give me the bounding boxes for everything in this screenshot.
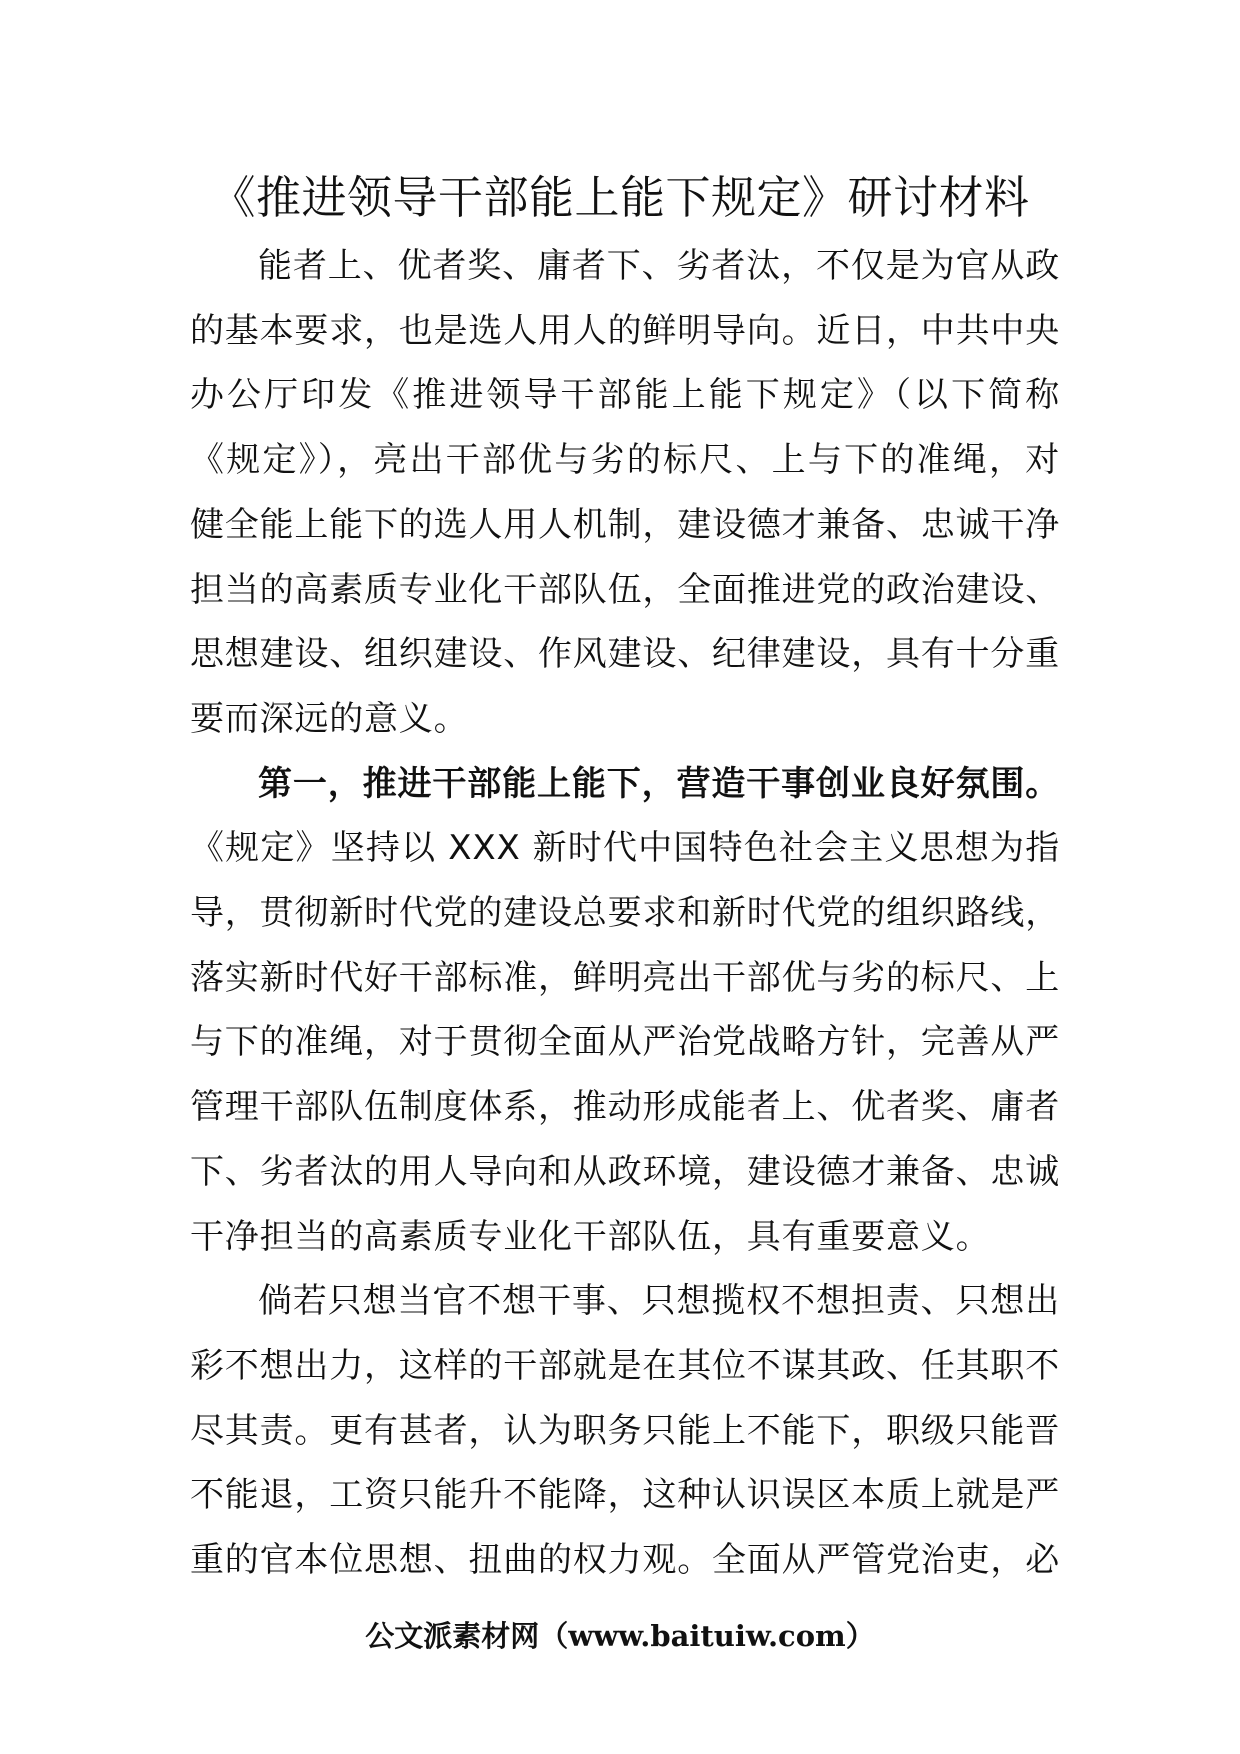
paragraph-text: 《规定》坚持以 XXX 新时代中国特色社会主义思想为指导，贯彻新时代党的建设总要求和新时代党的组织路线，落实新时代好干部标准，鲜明亮出干部优与劣的标尺、上与下的准绳，对于贯彻全面从严治党战略方针，完善从严管理干部队伍制度体系，推动形成能者上、优者奖、庸者下、劣者汰的用人导向和从政环境，建设德才兼备、忠诚干净担当的高素质专业化干部队伍，具有重要意义。 [190,828,1060,1257]
document-body [190,234,1060,1593]
paragraph-text: 能者上、优者奖、庸者下、劣者汰，不仅是为官从政的基本要求，也是选人用人的鲜明导向。近日，中共中央办公厅印发《推进领导干部能上能下规定》（以下简称《规定》），亮出干部优与劣的标尺、上与下的准绳，对健全能上能下的选人用人机制，建设德才兼备、忠诚干净担当的高素质专业化干部队伍，全面推进党的政治建设、思想建设、组织建设、作风建设、纪律建设，具有十分重要而深远的意义。 [190,246,1060,739]
document-title: 《推进领导干部能上能下规定》研讨材料 [210,171,1030,224]
watermark-footer: 公文派素材网（www.baituiw.com） [365,1619,875,1653]
paragraph-lead: 第一，推进干部能上能下，营造干事创业良好氛围。 [258,763,1060,804]
paragraph-intro [190,234,1060,752]
paragraph-third [190,1269,1060,1593]
paragraph-text: 倘若只想当官不想干事、只想揽权不想担责、只想出彩不想出力，这样的干部就是在其位不谋其政、任其职不尽其责。更有甚者，认为职务只能上不能下，职级只能晋不能退，工资只能升不能降，这种认识误区本质上就是严重的官本位思想、扭曲的权力观。全面从严管党治吏，必 [190,1281,1060,1581]
paragraph-first-point [190,752,1060,1270]
